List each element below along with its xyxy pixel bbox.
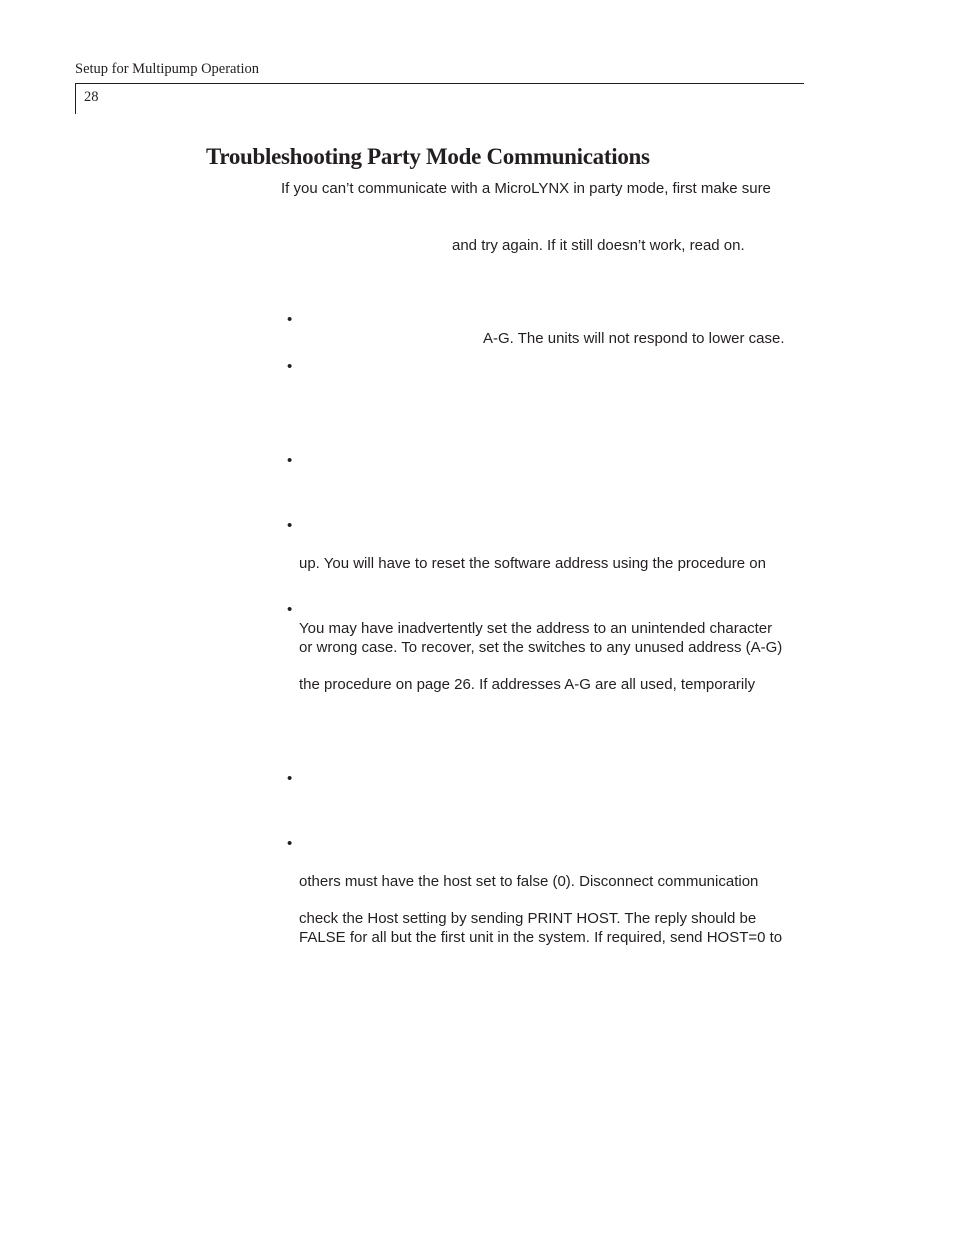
bullet-7-line-3: FALSE for all but the first unit in the system. If required, send HOST=0 to <box>299 929 783 946</box>
bullet-7-line-1: others must have the host set to false (0). Disconnect communication <box>299 873 759 890</box>
page-title: Troubleshooting Party Mode Communications <box>206 144 650 169</box>
bullet-1: • <box>287 311 293 328</box>
bullet-5: • <box>287 601 293 618</box>
bullet-4: • <box>287 517 293 534</box>
bullet-5-line-1: You may have inadvertently set the address to an unintended character <box>299 620 773 637</box>
bullet-5-line-3: the procedure on page 26. If addresses A-G are all used, temporarily <box>299 676 756 693</box>
page-number: 28 <box>84 89 99 105</box>
bullet-3: • <box>287 452 293 469</box>
header-rule <box>75 83 804 84</box>
page-number-rule <box>75 84 76 114</box>
intro-line-2: and try again. If it still doesn’t work, read on. <box>452 237 745 254</box>
section-header: Setup for Multipump Operation <box>75 61 260 77</box>
intro-line-1: If you can’t communicate with a MicroLYNX in party mode, first make sure <box>281 180 771 197</box>
bullet-5-line-2: or wrong case. To recover, set the switches to any unused address (A-G) <box>299 639 783 656</box>
bullet-2: • <box>287 358 293 375</box>
bullet-7: • <box>287 835 293 852</box>
bullet-4-line-1: up. You will have to reset the software address using the procedure on <box>299 555 766 572</box>
bullet-7-line-2: check the Host setting by sending PRINT HOST. The reply should be <box>299 910 757 927</box>
bullet-6: • <box>287 770 293 787</box>
bullet-1-line-1: A-G. The units will not respond to lower case. <box>483 330 785 347</box>
